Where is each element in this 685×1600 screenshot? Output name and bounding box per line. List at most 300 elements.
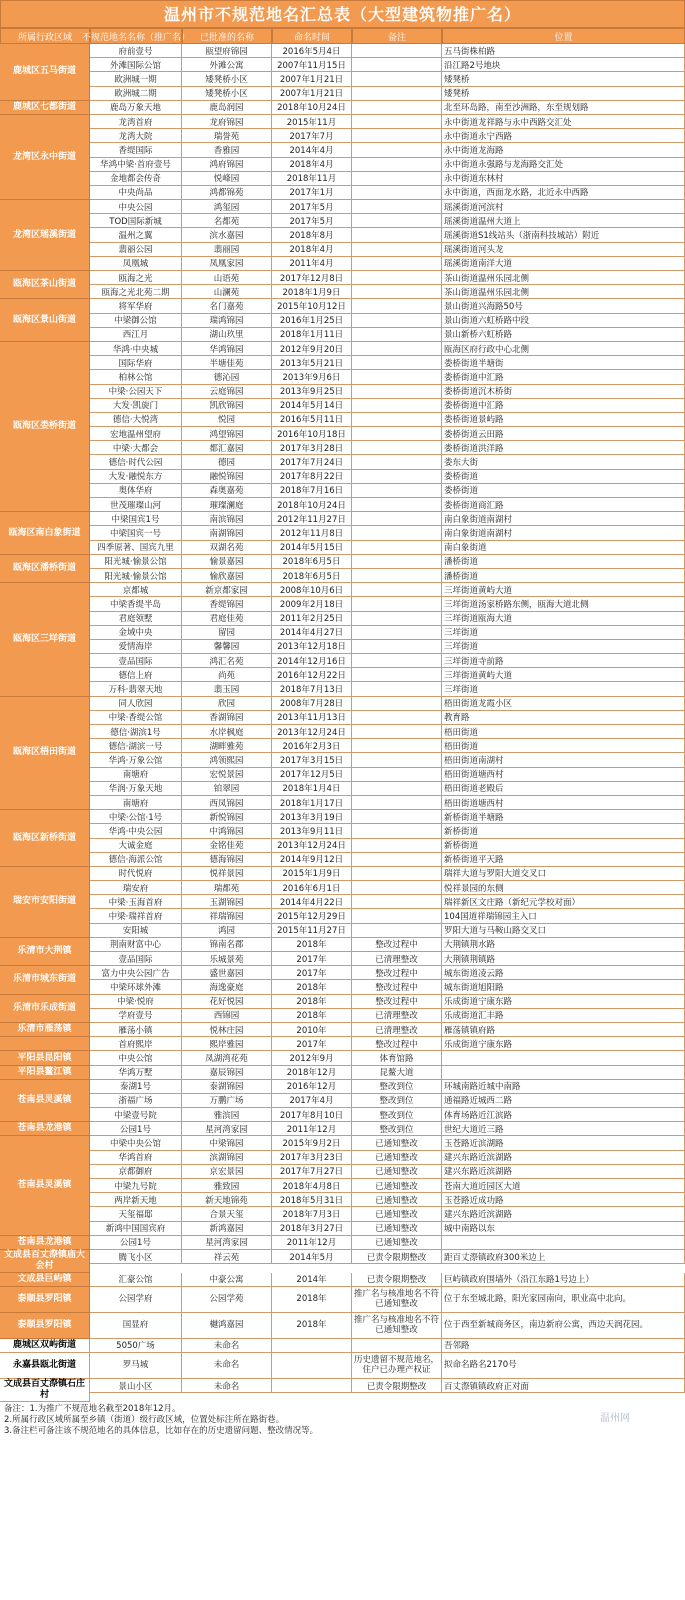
- remark-cell: [352, 583, 442, 597]
- remark-cell: 整改过程中: [352, 980, 442, 994]
- promo-name-cell: 德信·湖滨一号: [90, 739, 182, 753]
- promo-name-cell: 翡丽公园: [90, 243, 182, 257]
- district-cell: 瓯海区南白象街道: [0, 512, 90, 555]
- promo-name-cell: 德信·海派公馆: [90, 853, 182, 867]
- naming-date-cell: 2018年12月: [272, 1066, 352, 1080]
- naming-date-cell: 2017年7月24日: [272, 455, 352, 469]
- remark-cell: [352, 668, 442, 682]
- district-cell: 鹿城区七都街道: [0, 101, 90, 115]
- location-cell: 矮凳桥: [442, 72, 685, 86]
- promo-name-cell: 华鸿中梁·首府壹号: [90, 158, 182, 172]
- naming-date-cell: 2015年11月27日: [272, 924, 352, 938]
- promo-name-cell: 中梁国宾一号: [90, 526, 182, 540]
- naming-date-cell: 2013年12月18日: [272, 640, 352, 654]
- promo-name-cell: 罗马城: [90, 1353, 182, 1379]
- approved-name-cell: 名都苑: [182, 214, 272, 228]
- naming-date-cell: 2014年9月12日: [272, 853, 352, 867]
- approved-name-cell: 悦峰园: [182, 172, 272, 186]
- location-cell: 潘桥街道: [442, 569, 685, 583]
- remark-cell: [352, 909, 442, 923]
- promo-name-cell: 中梁御公馆: [90, 314, 182, 328]
- approved-name-cell: 鸿都锦苑: [182, 186, 272, 200]
- remark-cell: [352, 413, 442, 427]
- location-cell: 北至环岛路，南至沙洲路，东至规划路: [442, 101, 685, 115]
- approved-name-cell: 留园: [182, 626, 272, 640]
- promo-name-cell: 京都御府: [90, 1165, 182, 1179]
- location-cell: 五马街株柏路: [442, 44, 685, 58]
- district-cell: 龙湾区永中街道: [0, 115, 90, 200]
- approved-name-cell: 公园学苑: [182, 1287, 272, 1313]
- naming-date-cell: 2018年10月24日: [272, 498, 352, 512]
- promo-name-cell: 中央尚品: [90, 186, 182, 200]
- district-cell: 瓯海区娄桥街道: [0, 342, 90, 512]
- approved-name-cell: 矮凳桥小区: [182, 87, 272, 101]
- location-cell: 建兴东路近滨湖路: [442, 1165, 685, 1179]
- location-cell: 瓯海区府行政中心北侧: [442, 342, 685, 356]
- naming-date-cell: 2017年8月22日: [272, 470, 352, 484]
- location-cell: 104国道祥瑞锦园主入口: [442, 909, 685, 923]
- approved-name-cell: 南湖锦园: [182, 526, 272, 540]
- remark-cell: [352, 1339, 442, 1353]
- location-cell: 景山街道六虹桥路中段: [442, 314, 685, 328]
- location-cell: 世纪大道近三路: [442, 1122, 685, 1136]
- naming-date-cell: 2016年6月1日: [272, 881, 352, 895]
- remark-cell: 已通知整改: [352, 1222, 442, 1236]
- naming-date-cell: 2018年: [272, 1287, 352, 1313]
- location-cell: 环城南路近城中南路: [442, 1080, 685, 1094]
- approved-name-cell: 铂翠园: [182, 782, 272, 796]
- location-cell: 娄东大街: [442, 455, 685, 469]
- remark-cell: [352, 597, 442, 611]
- remark-cell: [352, 200, 442, 214]
- promo-name-cell: 中梁·大都会: [90, 441, 182, 455]
- approved-name-cell: 翡玉园: [182, 682, 272, 696]
- location-cell: 新桥街道: [442, 824, 685, 838]
- naming-date-cell: 2014年5月: [272, 1250, 352, 1264]
- naming-date-cell: 2018年11月: [272, 172, 352, 186]
- remark-cell: 整改过程中: [352, 966, 442, 980]
- remark-cell: [352, 824, 442, 838]
- approved-name-cell: 德海锦园: [182, 853, 272, 867]
- approved-name-cell: 凤湖湾花苑: [182, 1051, 272, 1065]
- district-cell: 瓯海区三垟街道: [0, 583, 90, 697]
- promo-name-cell: 龙湾首府: [90, 115, 182, 129]
- promo-name-cell: 温州之翼: [90, 228, 182, 242]
- location-cell: [442, 1066, 685, 1080]
- approved-name-cell: 瑞鸿锦园: [182, 314, 272, 328]
- naming-date-cell: 2017年1月: [272, 186, 352, 200]
- promo-name-cell: 将军华府: [90, 299, 182, 313]
- naming-date-cell: 2011年12月: [272, 1122, 352, 1136]
- remark-cell: [352, 569, 442, 583]
- promo-name-cell: 中梁·玉海首府: [90, 895, 182, 909]
- naming-date-cell: 2016年12月: [272, 1080, 352, 1094]
- district-cell: [0, 1037, 90, 1051]
- district-cell: 苍南县龙港镇: [0, 1236, 90, 1250]
- promo-name-cell: 中央公园: [90, 200, 182, 214]
- location-cell: 潘桥街道: [442, 555, 685, 569]
- naming-date-cell: 2017年7月27日: [272, 1165, 352, 1179]
- remark-cell: [352, 186, 442, 200]
- promo-name-cell: 四季原著、国宾九里: [90, 541, 182, 555]
- data-table: [0, 44, 685, 1402]
- location-cell: 娄桥街道中汇路: [442, 399, 685, 413]
- remark-cell: [352, 555, 442, 569]
- district-cell: 乐清市大荆镇: [0, 938, 90, 966]
- approved-name-cell: 金铭佳苑: [182, 839, 272, 853]
- naming-date-cell: 2015年12月29日: [272, 909, 352, 923]
- location-cell: 建兴东路近滨湖路: [442, 1151, 685, 1165]
- promo-name-cell: 欧洲城一期: [90, 72, 182, 86]
- remark-cell: 已责令限期整改: [352, 1273, 442, 1287]
- location-cell: 梧田街道老殿后: [442, 782, 685, 796]
- naming-date-cell: 2016年2月3日: [272, 739, 352, 753]
- location-cell: 娄桥街道云田路: [442, 427, 685, 441]
- remark-cell: [352, 512, 442, 526]
- approved-name-cell: 乐城景苑: [182, 952, 272, 966]
- naming-date-cell: 2008年10月6日: [272, 583, 352, 597]
- naming-date-cell: 2018年: [272, 980, 352, 994]
- remark-cell: [352, 739, 442, 753]
- approved-name-cell: 鸿领熙园: [182, 753, 272, 767]
- naming-date-cell: 2017年3月15日: [272, 753, 352, 767]
- promo-name-cell: 华鸿万墅: [90, 1066, 182, 1080]
- naming-date-cell: 2018年1月4日: [272, 782, 352, 796]
- approved-name-cell: 矮凳桥小区: [182, 72, 272, 86]
- remark-cell: [352, 370, 442, 384]
- approved-name-cell: 鸿望锦园: [182, 427, 272, 441]
- location-cell: 茶山街道温州乐园北侧: [442, 271, 685, 285]
- approved-name-cell: 双湖名苑: [182, 541, 272, 555]
- promo-name-cell: 华鸿·中央公园: [90, 824, 182, 838]
- remark-cell: [352, 455, 442, 469]
- remark-cell: [352, 257, 442, 271]
- remark-cell: [352, 399, 442, 413]
- promo-name-cell: 同人欣园: [90, 697, 182, 711]
- page-title: 温州市不规范地名汇总表（大型建筑物推广名）: [0, 0, 685, 28]
- approved-name-cell: 海逸豪庭: [182, 980, 272, 994]
- remark-cell: 已责令限期整改: [352, 1250, 442, 1264]
- district-cell: 文成县百丈漈镇庙大会村: [0, 1250, 90, 1273]
- remark-cell: [352, 58, 442, 72]
- remark-cell: [352, 143, 442, 157]
- location-cell: 瑞祥大道与罗阳大道交叉口: [442, 867, 685, 881]
- remark-cell: [352, 867, 442, 881]
- remark-cell: 已清理整改: [352, 1009, 442, 1023]
- district-cell: 瓯海区茶山街道: [0, 271, 90, 299]
- promo-name-cell: 腾飞小区: [90, 1250, 182, 1264]
- location-cell: 新桥街道平天路: [442, 853, 685, 867]
- footer-note-2: 2.所属行政区域所属至乡镇（街道）级行政区域，位置处标注所在路街巷。: [4, 1414, 285, 1425]
- remark-cell: [352, 682, 442, 696]
- approved-name-cell: 外滩公寓: [182, 58, 272, 72]
- location-cell: 教育路: [442, 711, 685, 725]
- remark-cell: [352, 72, 442, 86]
- naming-date-cell: 2009年2月18日: [272, 597, 352, 611]
- location-cell: 城中南路以东: [442, 1222, 685, 1236]
- remark-cell: 已通知整改: [352, 1165, 442, 1179]
- district-cell: 鹿城区五马街道: [0, 44, 90, 101]
- promo-name-cell: 公园1号: [90, 1236, 182, 1250]
- location-cell: 吾邻路: [442, 1339, 685, 1353]
- approved-name-cell: 悦林庄园: [182, 1023, 272, 1037]
- location-cell: 娄桥街道半塘街: [442, 356, 685, 370]
- promo-name-cell: 中梁壹号院: [90, 1108, 182, 1122]
- approved-name-cell: 合景天玺: [182, 1207, 272, 1221]
- remark-cell: 整改过程中: [352, 1037, 442, 1051]
- approved-name-cell: 京宏景园: [182, 1165, 272, 1179]
- approved-name-cell: 鸿汇名苑: [182, 654, 272, 668]
- promo-name-cell: 鹿岛万象天地: [90, 101, 182, 115]
- promo-name-cell: 国际华府: [90, 356, 182, 370]
- district-cell: 苍南县龙港镇: [0, 1122, 90, 1136]
- remark-cell: 整改到位: [352, 1122, 442, 1136]
- promo-name-cell: 荆南财富中心: [90, 938, 182, 952]
- promo-name-cell: 汇豪公馆: [90, 1273, 182, 1287]
- location-cell: 永中街道永强路与龙海路交汇处: [442, 158, 685, 172]
- location-cell: [442, 1051, 685, 1065]
- promo-name-cell: 世茂璀璨山河: [90, 498, 182, 512]
- approved-name-cell: 山澜苑: [182, 285, 272, 299]
- remark-cell: [352, 427, 442, 441]
- promo-name-cell: 德信·时代公园: [90, 455, 182, 469]
- promo-name-cell: 中梁环球外滩: [90, 980, 182, 994]
- naming-date-cell: 2018年4月: [272, 243, 352, 257]
- location-cell: 拟命名路名2170号: [442, 1353, 685, 1379]
- approved-name-cell: 锦南名郡: [182, 938, 272, 952]
- approved-name-cell: 尚苑: [182, 668, 272, 682]
- remark-cell: [352, 839, 442, 853]
- promo-name-cell: 中梁中央公馆: [90, 1136, 182, 1150]
- promo-name-cell: 中梁·悦府: [90, 995, 182, 1009]
- naming-date-cell: 2018年4月: [272, 158, 352, 172]
- promo-name-cell: 德信·湖滨1号: [90, 725, 182, 739]
- naming-date-cell: 2008年7月28日: [272, 697, 352, 711]
- naming-date-cell: 2018年4月8日: [272, 1179, 352, 1193]
- location-cell: 位于西至新城商务区，南边新府公寓，西边天润花园。: [442, 1313, 685, 1339]
- location-cell: 永中街道永宁西路: [442, 129, 685, 143]
- naming-date-cell: 2017年5月: [272, 214, 352, 228]
- location-cell: 永中街道龙祥路与永中西路交汇处: [442, 115, 685, 129]
- promo-name-cell: 欧洲城二期: [90, 87, 182, 101]
- location-cell: 苍南大道近园区大道: [442, 1179, 685, 1193]
- location-cell: 梧田街道南湖村: [442, 753, 685, 767]
- approved-name-cell: 新悦锦园: [182, 810, 272, 824]
- promo-name-cell: 中梁·公馆·1号: [90, 810, 182, 824]
- naming-date-cell: 2017年4月: [272, 1094, 352, 1108]
- promo-name-cell: TOD国际新城: [90, 214, 182, 228]
- district-cell: 瓯海区梧田街道: [0, 697, 90, 811]
- approved-name-cell: 都汇嘉园: [182, 441, 272, 455]
- naming-date-cell: [272, 1353, 352, 1379]
- district-cell: 瓯海区潘桥街道: [0, 555, 90, 583]
- district-cell: 文成县百丈漈镇石庄村: [0, 1379, 90, 1402]
- remark-cell: [352, 725, 442, 739]
- header-approved-name: 已批准的名称: [182, 28, 272, 44]
- naming-date-cell: 2013年12月24日: [272, 725, 352, 739]
- district-cell: 乐清市城东街道: [0, 966, 90, 994]
- remark-cell: 整改到位: [352, 1094, 442, 1108]
- promo-name-cell: 安阳城: [90, 924, 182, 938]
- promo-name-cell: 西江月: [90, 328, 182, 342]
- remark-cell: [352, 796, 442, 810]
- naming-date-cell: 2018年: [272, 1313, 352, 1339]
- location-cell: 大荆镇荆水路: [442, 938, 685, 952]
- location-cell: 悦祥景园的东侧: [442, 881, 685, 895]
- location-cell: 南白象街道南湖村: [442, 512, 685, 526]
- promo-name-cell: 公园学府: [90, 1287, 182, 1313]
- naming-date-cell: 2017年8月10日: [272, 1108, 352, 1122]
- remark-cell: [352, 87, 442, 101]
- remark-cell: [352, 271, 442, 285]
- district-cell: 永嘉县瓯北街道: [0, 1353, 90, 1379]
- watermark-logo: 温州网: [600, 1412, 630, 1424]
- promo-name-cell: 中梁九号院: [90, 1179, 182, 1193]
- approved-name-cell: 龙府锦园: [182, 115, 272, 129]
- promo-name-cell: 中梁·香缇公馆: [90, 711, 182, 725]
- remark-cell: 已通知整改: [352, 1236, 442, 1250]
- remark-cell: [352, 441, 442, 455]
- remark-cell: [352, 158, 442, 172]
- remark-cell: [352, 782, 442, 796]
- location-cell: 雁荡镇镇府路: [442, 1023, 685, 1037]
- remark-cell: [352, 228, 442, 242]
- naming-date-cell: 2013年12月24日: [272, 839, 352, 853]
- promo-name-cell: 阳光城·愉景公馆: [90, 569, 182, 583]
- remark-cell: [352, 753, 442, 767]
- naming-date-cell: 2017年5月: [272, 200, 352, 214]
- location-cell: 梧田街道: [442, 725, 685, 739]
- remark-cell: [352, 44, 442, 58]
- location-cell: 梧田街道塘西村: [442, 796, 685, 810]
- location-cell: 新桥街道: [442, 839, 685, 853]
- location-cell: 瑶溪街道河滨村: [442, 200, 685, 214]
- promo-name-cell: 瑞安府: [90, 881, 182, 895]
- naming-date-cell: 2015年11月: [272, 115, 352, 129]
- naming-date-cell: 2011年4月: [272, 257, 352, 271]
- remark-cell: 已责令限期整改: [352, 1379, 442, 1393]
- naming-date-cell: 2018年10月24日: [272, 101, 352, 115]
- location-cell: 瑶溪街道河头龙: [442, 243, 685, 257]
- location-cell: 三垟街道: [442, 640, 685, 654]
- naming-date-cell: 2015年9月2日: [272, 1136, 352, 1150]
- naming-date-cell: 2018年1月17日: [272, 796, 352, 810]
- approved-name-cell: 德园: [182, 455, 272, 469]
- approved-name-cell: 香缇锦园: [182, 597, 272, 611]
- district-cell: 龙湾区瑶溪街道: [0, 200, 90, 271]
- district-cell: 泰顺县罗阳镇: [0, 1313, 90, 1339]
- location-cell: 大荆镇荆镇路: [442, 952, 685, 966]
- approved-name-cell: 德沁园: [182, 370, 272, 384]
- naming-date-cell: 2013年5月21日: [272, 356, 352, 370]
- approved-name-cell: 嘉辰锦园: [182, 1066, 272, 1080]
- naming-date-cell: 2017年: [272, 1037, 352, 1051]
- naming-date-cell: [272, 1379, 352, 1393]
- promo-name-cell: 景山小区: [90, 1379, 182, 1393]
- district-cell: 苍南县灵溪镇: [0, 1080, 90, 1123]
- promo-name-cell: 君庭领墅: [90, 612, 182, 626]
- approved-name-cell: 愉景嘉园: [182, 555, 272, 569]
- naming-date-cell: 2018年1月11日: [272, 328, 352, 342]
- location-cell: 巨屿镇政府围墙外（沿江东路1号边上）: [442, 1273, 685, 1287]
- promo-name-cell: 香缇国际: [90, 143, 182, 157]
- district-cell: 平阳县鳌江镇: [0, 1066, 90, 1080]
- promo-name-cell: 金地都会传奇: [90, 172, 182, 186]
- promo-name-cell: 壹品国际: [90, 654, 182, 668]
- naming-date-cell: 2017年: [272, 966, 352, 980]
- approved-name-cell: 半塘佳苑: [182, 356, 272, 370]
- naming-date-cell: 2012年11月27日: [272, 512, 352, 526]
- district-cell: 鹿城区双屿街道: [0, 1339, 90, 1353]
- location-cell: 三垟街道: [442, 626, 685, 640]
- approved-name-cell: 未命名: [182, 1379, 272, 1393]
- naming-date-cell: 2017年3月23日: [272, 1151, 352, 1165]
- approved-name-cell: 森奥嘉苑: [182, 484, 272, 498]
- location-cell: 位于东至城北路，阳光家园南向，职业高中北向。: [442, 1287, 685, 1313]
- remark-cell: 已通知整改: [352, 1193, 442, 1207]
- approved-name-cell: 花好悦园: [182, 995, 272, 1009]
- approved-name-cell: 鸿玺园: [182, 200, 272, 214]
- remark-cell: [352, 470, 442, 484]
- promo-name-cell: 凤凰城: [90, 257, 182, 271]
- remark-cell: [352, 115, 442, 129]
- location-cell: 三垟街道黄屿大道: [442, 668, 685, 682]
- promo-name-cell: 华鸿·万象公馆: [90, 753, 182, 767]
- promo-name-cell: 柏林公馆: [90, 370, 182, 384]
- naming-date-cell: 2012年11月8日: [272, 526, 352, 540]
- approved-name-cell: 祥云苑: [182, 1250, 272, 1264]
- naming-date-cell: 2018年6月5日: [272, 555, 352, 569]
- naming-date-cell: 2014年4月: [272, 143, 352, 157]
- district-cell: 苍南县灵溪镇: [0, 1136, 90, 1235]
- naming-date-cell: 2018年: [272, 938, 352, 952]
- naming-date-cell: [272, 1339, 352, 1353]
- promo-name-cell: 中央公馆: [90, 1051, 182, 1065]
- location-cell: 景山新桥六虹桥路: [442, 328, 685, 342]
- location-cell: 乐成街道宁康东路: [442, 995, 685, 1009]
- remark-cell: 已通知整改: [352, 1136, 442, 1150]
- location-cell: 娄桥街道: [442, 470, 685, 484]
- approved-name-cell: 宏悦景园: [182, 768, 272, 782]
- promo-name-cell: 瓯海之光: [90, 271, 182, 285]
- approved-name-cell: 未命名: [182, 1339, 272, 1353]
- naming-date-cell: 2018年: [272, 995, 352, 1009]
- naming-date-cell: 2018年7月3日: [272, 1207, 352, 1221]
- footer-notes: [0, 1402, 685, 1440]
- approved-name-cell: 樾鸿嘉园: [182, 1313, 272, 1339]
- naming-date-cell: 2017年7月: [272, 129, 352, 143]
- header-naming-date: 命名时间: [272, 28, 352, 44]
- remark-cell: [352, 881, 442, 895]
- remark-cell: [352, 328, 442, 342]
- location-cell: 玉苍路近滨湖路: [442, 1136, 685, 1150]
- naming-date-cell: 2015年1月9日: [272, 867, 352, 881]
- location-cell: 三垟街道汤家桥路东侧，瓯海大道北侧: [442, 597, 685, 611]
- location-cell: 瑶溪街道温州大道上: [442, 214, 685, 228]
- naming-date-cell: 2014年: [272, 1273, 352, 1287]
- promo-name-cell: 大发·凯旋门: [90, 399, 182, 413]
- remark-cell: [352, 129, 442, 143]
- remark-cell: [352, 498, 442, 512]
- approved-name-cell: 中豪公寓: [182, 1273, 272, 1287]
- approved-name-cell: 凤凰家园: [182, 257, 272, 271]
- approved-name-cell: 中梁锦园: [182, 1136, 272, 1150]
- approved-name-cell: 湖畔雅苑: [182, 739, 272, 753]
- location-cell: 景山街道兴海路50号: [442, 299, 685, 313]
- district-cell: 瓯海区景山街道: [0, 299, 90, 342]
- promo-name-cell: 学府壹号: [90, 1009, 182, 1023]
- location-cell: 梧田街道龙霞小区: [442, 697, 685, 711]
